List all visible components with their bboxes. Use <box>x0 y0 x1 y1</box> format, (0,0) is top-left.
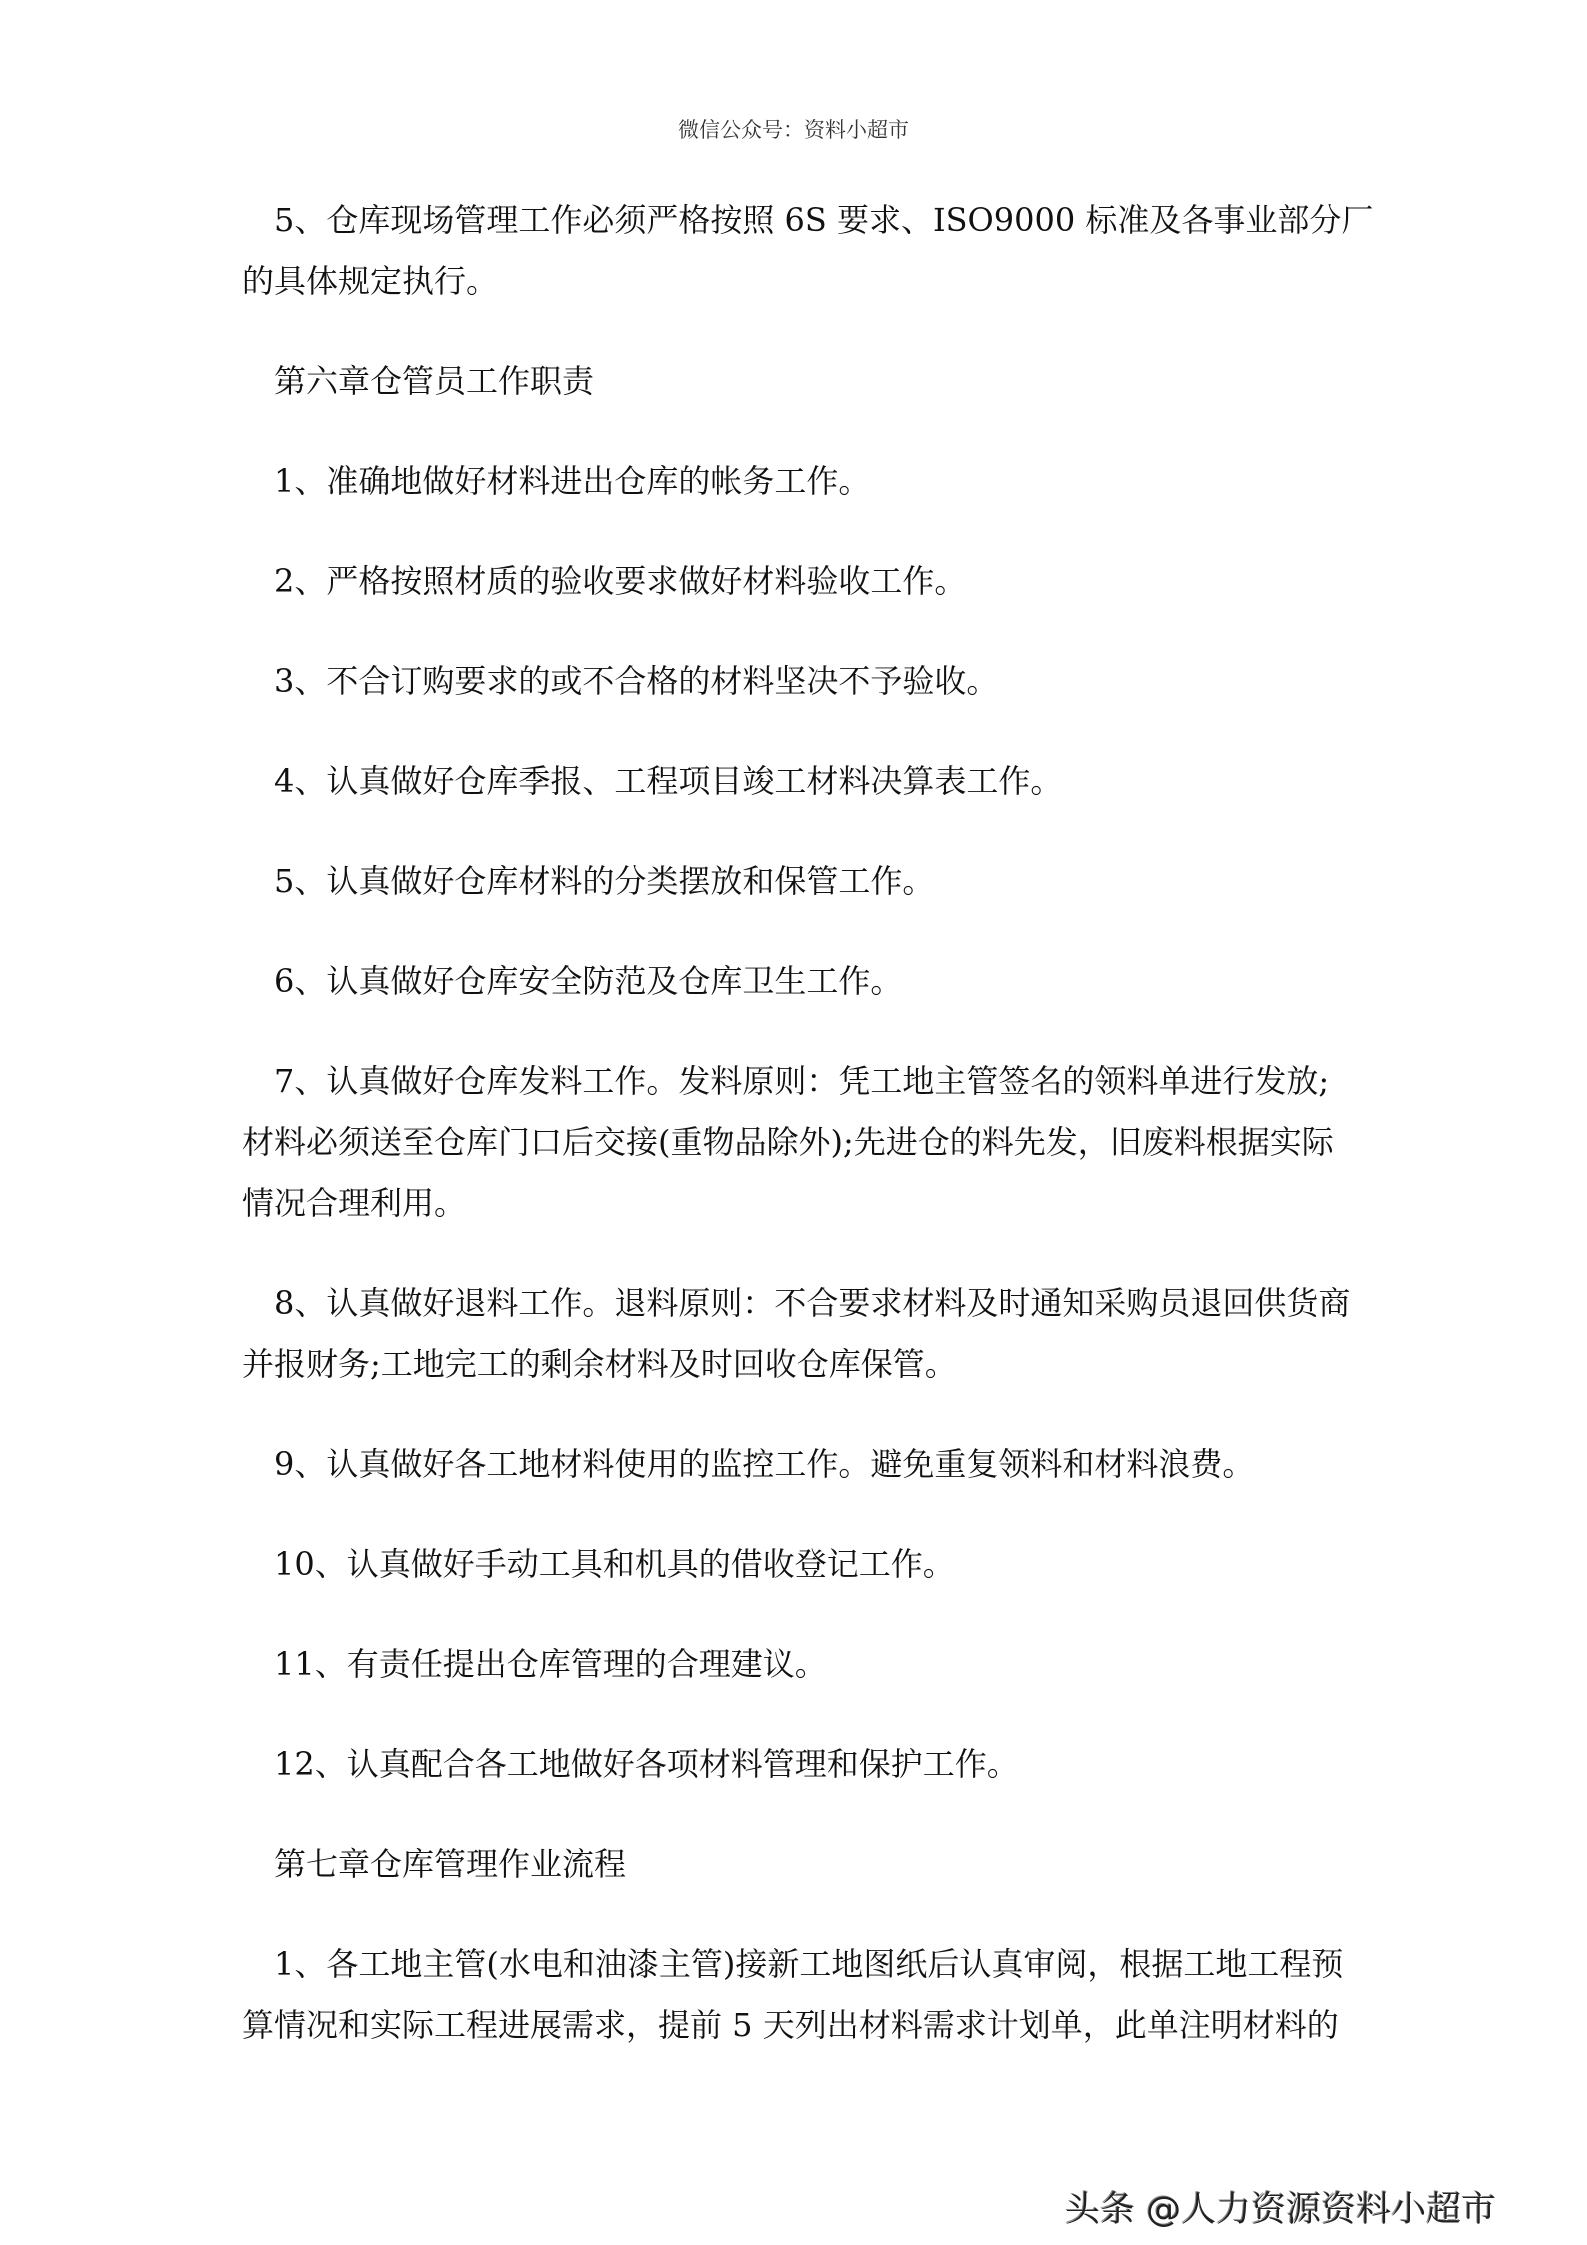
text-line: 的具体规定执行。 <box>242 262 499 300</box>
text-line: 4、认真做好仓库季报、工程项目竣工材料决算表工作。 <box>274 762 1063 800</box>
text-line: 2、严格按照材质的验收要求做好材料验收工作。 <box>274 562 967 600</box>
paragraph <box>242 851 1362 912</box>
text-line: 6、认真做好仓库安全防范及仓库卫生工作。 <box>274 962 903 1000</box>
text-line: 材料必须送至仓库门口后交接(重物品除外);先进仓的料先发，旧废料根据实际 <box>242 1123 1334 1161</box>
text-line: 并报财务;工地完工的剩余材料及时回收仓库保管。 <box>242 1345 957 1383</box>
paragraph <box>242 190 1374 312</box>
paragraph <box>242 1434 1362 1495</box>
paragraph <box>242 1734 1362 1795</box>
paragraph <box>242 351 1362 412</box>
paragraph <box>242 1634 1362 1695</box>
text-line: 第六章仓管员工作职责 <box>274 362 595 400</box>
text-line: 7、认真做好仓库发料工作。发料原则：凭工地主管签名的领料单进行发放; <box>274 1062 1330 1100</box>
text-line: 第七章仓库管理作业流程 <box>274 1845 627 1883</box>
text-line: 1、各工地主管(水电和油漆主管)接新工地图纸后认真审阅，根据工地工程预 <box>274 1945 1344 1983</box>
text-line: 12、认真配合各工地做好各项材料管理和保护工作。 <box>274 1745 1019 1783</box>
text-line: 5、认真做好仓库材料的分类摆放和保管工作。 <box>274 862 935 900</box>
paragraph <box>242 651 1362 712</box>
paragraph <box>242 951 1362 1012</box>
document-body <box>242 190 1374 2095</box>
paragraph <box>242 1051 1362 1234</box>
text-line: 11、有责任提出仓库管理的合理建议。 <box>274 1645 827 1683</box>
paragraph <box>242 451 1362 512</box>
text-line: 1、准确地做好材料进出仓库的帐务工作。 <box>274 462 871 500</box>
page-header: 微信公众号：资料小超市 <box>678 118 909 142</box>
paragraph <box>242 1534 1362 1595</box>
text-line: 8、认真做好退料工作。退料原则：不合要求材料及时通知采购员退回供货商 <box>274 1284 1351 1322</box>
paragraph <box>242 751 1362 812</box>
watermark: 头条 @人力资源资料小超市 <box>1065 2190 1497 2230</box>
paragraph <box>242 1934 1362 2056</box>
text-line: 情况合理利用。 <box>242 1184 467 1222</box>
text-line: 算情况和实际工程进展需求，提前 5 天列出材料需求计划单，此单注明材料的 <box>242 2006 1339 2044</box>
paragraph <box>242 1273 1362 1395</box>
paragraph <box>242 1834 1362 1895</box>
paragraph <box>242 551 1362 612</box>
text-line: 9、认真做好各工地材料使用的监控工作。避免重复领料和材料浪费。 <box>274 1445 1255 1483</box>
text-line: 3、不合订购要求的或不合格的材料坚决不予验收。 <box>274 662 999 700</box>
text-line: 5、仓库现场管理工作必须严格按照 6S 要求、ISO9000 标准及各事业部分厂 <box>274 201 1374 239</box>
text-line: 10、认真做好手动工具和机具的借收登记工作。 <box>274 1545 955 1583</box>
